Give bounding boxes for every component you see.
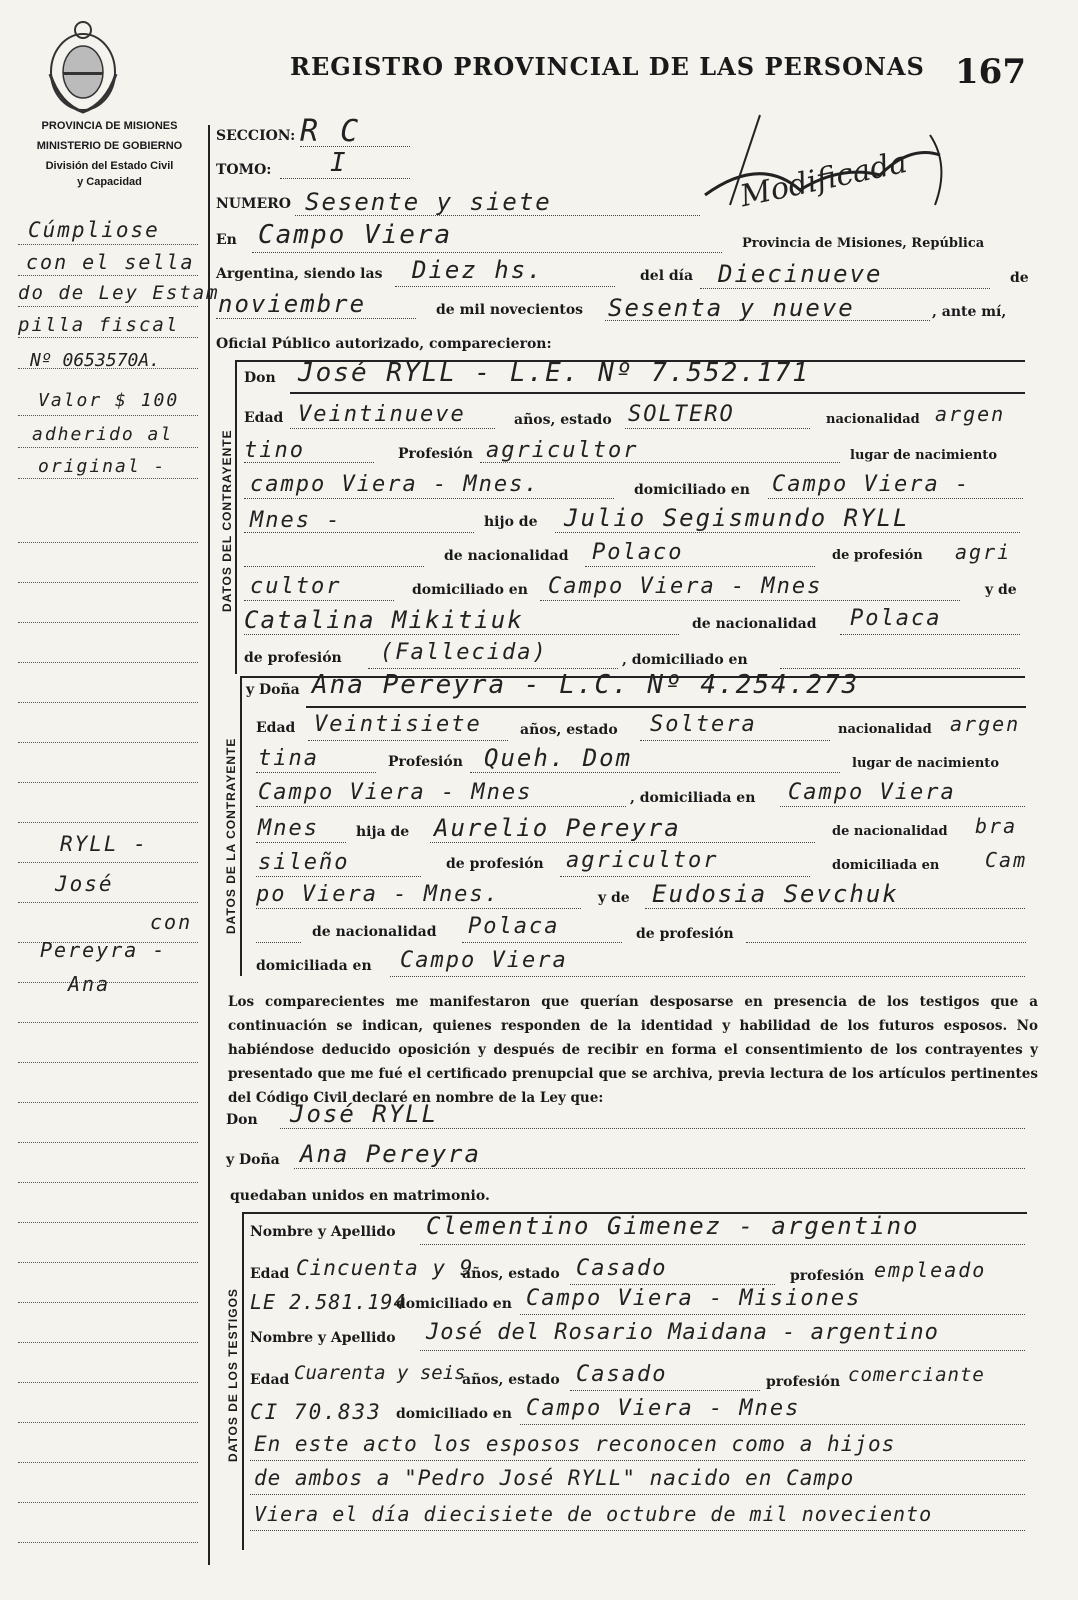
margin-name-line: Pereyra - xyxy=(40,938,167,962)
field-line xyxy=(250,1530,1025,1531)
madre-prof-value: (Fallecida) xyxy=(380,640,548,665)
margin-line xyxy=(18,275,198,276)
domiciliada-label: , domiciliada en xyxy=(630,790,756,806)
field-line xyxy=(462,942,622,943)
margin-name-line: Ana xyxy=(68,972,111,996)
edad-value: Veintinueve xyxy=(298,402,466,427)
y-de-label-2: y de xyxy=(598,890,630,906)
dia-value: Diecinueve xyxy=(718,260,883,288)
field-line xyxy=(256,772,376,773)
field-line xyxy=(768,498,1023,499)
margin-line xyxy=(18,1422,198,1423)
lugar-label-2: lugar de nacimiento xyxy=(852,756,999,771)
profesion-label: Profesión xyxy=(398,446,473,462)
margin-line xyxy=(18,1542,198,1543)
province-label: PROVINCIA DE MISIONES xyxy=(41,120,178,132)
edad-label-2: Edad xyxy=(256,720,296,736)
argentina-label: Argentina, siendo las xyxy=(216,266,383,282)
field-line xyxy=(244,634,679,635)
padre2-name: Aurelio Pereyra xyxy=(434,814,681,842)
madre2-dom-value: Campo Viera xyxy=(400,948,568,973)
field-line xyxy=(470,772,840,773)
margin-line xyxy=(18,1502,198,1503)
field-line xyxy=(280,1128,1025,1129)
de-prof-label: de profesión xyxy=(832,548,923,563)
t2-profesion-label: profesión xyxy=(766,1374,841,1390)
y-de-label: y de xyxy=(985,582,1017,598)
mes-value: noviembre xyxy=(218,290,367,318)
lugar-value-2: Campo Viera - Mnes xyxy=(258,780,533,805)
field-line xyxy=(780,668,1020,669)
padre2-nac-value: bra xyxy=(975,814,1018,838)
contrayente-name: José RYLL - L.E. Nº 7.552.171 xyxy=(298,358,810,388)
field-line xyxy=(250,1494,1025,1495)
tomo-label: TOMO: xyxy=(216,162,272,178)
tomo-value: I xyxy=(330,148,348,178)
t1-dom-value: Campo Viera - Misiones xyxy=(526,1286,862,1311)
margin-line xyxy=(18,1382,198,1383)
margin-note-line: pilla fiscal xyxy=(18,314,180,336)
profesion-value: agricultor xyxy=(486,438,639,463)
seccion-label: SECCION: xyxy=(216,128,296,144)
t2-dom-label: domiciliado en xyxy=(396,1406,512,1422)
field-line xyxy=(308,740,508,741)
margin-line xyxy=(18,244,198,245)
closing-note-line-2: de ambos a "Pedro José RYLL" nacido en Campo xyxy=(254,1466,855,1490)
name-rule-2 xyxy=(306,706,1026,708)
padre2-dom-value: Cam xyxy=(985,848,1028,872)
madre2-prof-label: de profesión xyxy=(636,926,734,942)
margin-line xyxy=(18,1022,198,1023)
madre2-nac-value: Polaca xyxy=(468,914,560,939)
margin-line xyxy=(18,447,198,448)
field-line xyxy=(256,806,626,807)
t1-doc-value: LE 2.581.194 xyxy=(250,1290,407,1314)
field-line xyxy=(244,566,424,567)
field-line xyxy=(290,428,495,429)
t2-estado-value: Casado xyxy=(576,1362,668,1387)
decl-don-label: Don xyxy=(226,1112,258,1128)
hora-value: Diez hs. xyxy=(412,256,544,284)
t2-doc-value: CI 70.833 xyxy=(250,1400,382,1424)
t2-edad-value: Cuarenta y seis xyxy=(294,1362,466,1384)
padre-nac-value: Polaco xyxy=(592,540,684,565)
ministry-label: MINISTERIO DE GOBIERNO xyxy=(36,140,183,152)
t2-nombre-label: Nombre y Apellido xyxy=(250,1330,396,1346)
field-line xyxy=(560,876,810,877)
decl-dona-value: Ana Pereyra xyxy=(300,1140,481,1168)
margin-line xyxy=(18,1142,198,1143)
margin-line xyxy=(18,1462,198,1463)
field-line xyxy=(244,462,374,463)
t1-estado-value: Casado xyxy=(576,1256,668,1281)
estado-value: SOLTERO xyxy=(628,402,735,427)
division-label-2: y Capacidad xyxy=(77,176,142,188)
t1-edad-label: Edad xyxy=(250,1266,290,1282)
nac-value-2: tino xyxy=(244,438,305,463)
seccion-line xyxy=(300,146,410,147)
field-line xyxy=(256,876,421,877)
t1-dom-label: domiciliado en xyxy=(396,1296,512,1312)
t2-prof-value: comerciante xyxy=(848,1364,985,1386)
t1-nombre-label: Nombre y Apellido xyxy=(250,1224,396,1240)
document-title: REGISTRO PROVINCIAL DE LAS PERSONAS xyxy=(290,52,925,81)
field-line xyxy=(625,428,810,429)
domicilio2-value: Campo Viera xyxy=(788,780,956,805)
madre-prof-label: de profesión xyxy=(244,650,342,666)
dona-label: y Doña xyxy=(246,682,300,698)
field-line xyxy=(640,740,830,741)
nac-value-1: argen xyxy=(935,402,1006,426)
contrayente-bracket xyxy=(235,360,237,674)
madre2-name: Eudosia Sevchuk xyxy=(652,880,899,908)
seccion-value: R C xyxy=(300,114,361,149)
contrayente2-name: Ana Pereyra - L.C. Nº 4.254.273 xyxy=(312,670,860,700)
hija-label: hija de xyxy=(356,824,410,840)
field-line xyxy=(746,942,1026,943)
field-line xyxy=(294,1168,1025,1169)
registrar-signature xyxy=(700,95,970,225)
padre-prof-value-2: cultor xyxy=(250,574,342,599)
signature-text: Modificada xyxy=(737,144,911,215)
oficial-label: Oficial Público autorizado, comparecieron: xyxy=(216,336,552,352)
numero-label: NUMERO xyxy=(216,196,292,212)
numero-line xyxy=(295,215,700,216)
margin-line xyxy=(18,1222,198,1223)
edad-label: Edad xyxy=(244,410,284,426)
margin-name-line: José xyxy=(55,872,114,896)
closing-note-line-1: En este acto los esposos reconocen como a hijos xyxy=(254,1432,896,1456)
t2-name: José del Rosario Maidana - argentino xyxy=(426,1320,939,1345)
edad-value-2: Veintisiete xyxy=(314,712,482,737)
margin-name-line: con xyxy=(150,910,193,934)
anio-value: Sesenta y nueve xyxy=(608,294,855,322)
field-line xyxy=(520,1314,1025,1315)
field-line xyxy=(520,1424,1025,1425)
t2-anios-label: años, estado xyxy=(462,1372,560,1388)
field-line xyxy=(256,908,581,909)
unidos-label: quedaban unidos en matrimonio. xyxy=(230,1188,490,1204)
field-line xyxy=(244,498,614,499)
margin-name-line: RYLL - xyxy=(60,832,148,856)
anios-label: años, estado xyxy=(514,412,612,428)
madre-name: Catalina Mikitiuk xyxy=(244,606,524,634)
margin-line xyxy=(18,1182,198,1183)
page-number: 167 xyxy=(955,52,1026,92)
lugar-value: campo Viera - Mnes. xyxy=(250,472,540,497)
madre2-dom-label: domiciliada en xyxy=(256,958,372,974)
padre2-nac-value-2: sileño xyxy=(258,850,350,875)
madre-dom-label: , domiciliado en xyxy=(622,652,748,668)
margin-line xyxy=(18,337,198,338)
margin-line xyxy=(18,742,198,743)
t1-prof-value: empleado xyxy=(874,1258,987,1282)
t1-name: Clementino Gimenez - argentino xyxy=(426,1212,920,1240)
domicilio-value-2: Mnes - xyxy=(250,508,342,533)
margin-line xyxy=(18,306,198,307)
margin-line xyxy=(18,782,198,783)
margin-line xyxy=(18,1342,198,1343)
margin-line xyxy=(18,1062,198,1063)
padre2-prof-value: agricultor xyxy=(566,848,719,873)
decl-don-value: José RYLL xyxy=(290,1100,439,1128)
nac2-value-1: argen xyxy=(950,712,1021,736)
hora-line xyxy=(395,286,615,287)
division-label: División del Estado Civil xyxy=(45,160,174,172)
margin-line xyxy=(18,702,198,703)
en-label: En xyxy=(216,232,237,248)
madre2-nac-label: de nacionalidad xyxy=(312,924,437,940)
nacionalidad-label: nacionalidad xyxy=(826,412,920,427)
hijo-label: hijo de xyxy=(484,514,538,530)
decl-dona-label: y Doña xyxy=(226,1152,280,1168)
closing-note-line-3: Viera el día diecisiete de octubre de mil noveciento xyxy=(254,1502,933,1526)
field-line xyxy=(390,976,1025,977)
dia-line xyxy=(700,288,990,289)
tomo-line xyxy=(280,178,410,179)
field-line xyxy=(780,806,1025,807)
de-nac-label-2: de nacionalidad xyxy=(832,824,948,839)
anios-label-2: años, estado xyxy=(520,722,618,738)
margin-line xyxy=(18,622,198,623)
madre-nac-value: Polaca xyxy=(850,606,942,631)
mil-label: de mil novecientos xyxy=(436,302,584,318)
margin-note-line: Valor $ 100 xyxy=(38,390,180,411)
domicilio2-value-2: Mnes xyxy=(258,816,319,841)
field-line xyxy=(570,1284,775,1285)
anio-line xyxy=(605,320,930,321)
field-line xyxy=(570,1390,760,1391)
field-line xyxy=(585,566,815,567)
field-line xyxy=(540,600,960,601)
de-label: de xyxy=(1010,270,1029,286)
field-line xyxy=(420,1244,1025,1245)
margin-line xyxy=(18,478,198,479)
field-line xyxy=(645,908,1025,909)
margin-note-line: con el sella xyxy=(26,250,195,274)
margin-line xyxy=(18,1302,198,1303)
domiciliado-label: domiciliado en xyxy=(634,482,750,498)
t2-edad-label: Edad xyxy=(250,1372,290,1388)
de-nac-label: de nacionalidad xyxy=(444,548,569,564)
t1-profesion-label: profesión xyxy=(790,1268,865,1284)
margin-line xyxy=(18,415,198,416)
padre-dom-value: Campo Viera - Mnes xyxy=(548,574,823,599)
t1-anios-label: años, estado xyxy=(462,1266,560,1282)
margin-note-line: adherido al xyxy=(32,424,174,445)
estado-value-2: Soltera xyxy=(650,712,757,737)
provincia-label: Provincia de Misiones, República xyxy=(742,236,985,251)
lugar-label: lugar de nacimiento xyxy=(850,448,997,463)
contrayente-section-label: DATOS DEL CONTRAYENTE xyxy=(220,429,234,612)
coat-of-arms-icon xyxy=(40,14,126,114)
field-line xyxy=(420,1350,1025,1351)
ante-mi-label: , ante mí, xyxy=(932,304,1007,320)
margin-line xyxy=(18,822,198,823)
de-prof-label-2: de profesión xyxy=(446,856,544,872)
t2-dom-value: Campo Viera - Mnes xyxy=(526,1396,801,1421)
declaration-text: Los comparecientes me manifestaron que querían desposarse en presencia de los testigos que a continuación se indican, quienes responden de la identidad y habilidad de los futuros esposos. No habiéndose deducido oposición y después de recibir en forma el consentimiento de los contrayentes y presentado que me fué el certificado prenupcial que se archiva, previa lectura de los artículos pertinentes del Código Civil declaré en nombre de la Ley que: xyxy=(228,994,1038,1106)
margin-note-line: do de Ley Estam xyxy=(18,282,220,304)
field-line xyxy=(368,668,618,669)
padre-dom-label: domiciliado en xyxy=(412,582,528,598)
field-line xyxy=(840,634,1020,635)
del-dia-label: del día xyxy=(640,268,694,284)
padre2-dom-label: domiciliada en xyxy=(832,858,940,873)
profesion-label-2: Profesión xyxy=(388,754,463,770)
margin-note-line: Nº 0653570A. xyxy=(30,350,161,371)
nac2-value-2: tina xyxy=(258,746,319,771)
en-value: Campo Viera xyxy=(258,220,453,250)
contrayente2-bracket xyxy=(240,676,242,976)
testigos-section-label: DATOS DE LOS TESTIGOS xyxy=(226,1288,240,1462)
contrayente2-section-label: DATOS DE LA CONTRAYENTE xyxy=(224,737,238,934)
field-line xyxy=(555,532,1020,533)
nacionalidad-label-2: nacionalidad xyxy=(838,722,932,737)
field-line xyxy=(480,462,840,463)
numero-value: Sesente y siete xyxy=(305,188,552,216)
margin-line xyxy=(18,542,198,543)
margin-note-line: original - xyxy=(38,456,167,477)
field-line xyxy=(250,1460,1025,1461)
field-line xyxy=(244,600,394,601)
margin-line xyxy=(18,862,198,863)
profesion-value-2: Queh. Dom xyxy=(484,744,633,772)
margin-line xyxy=(18,662,198,663)
margin-line xyxy=(18,1102,198,1103)
field-line xyxy=(430,842,815,843)
mes-line xyxy=(216,318,416,319)
field-line xyxy=(244,532,474,533)
testigos-bracket xyxy=(242,1212,244,1550)
margin-line xyxy=(18,902,198,903)
main-border-line xyxy=(208,125,210,1565)
padre-prof-value: agri xyxy=(955,540,1012,564)
name-rule xyxy=(290,392,1025,394)
en-line xyxy=(252,252,722,253)
margin-line xyxy=(18,1262,198,1263)
padre-name: Julio Segismundo RYLL xyxy=(564,504,910,532)
don-label: Don xyxy=(244,370,276,386)
padre2-dom-value-2: po Viera - Mnes. xyxy=(256,882,500,907)
madre-nac-label: de nacionalidad xyxy=(692,616,817,632)
margin-note-line: Cúmpliose xyxy=(28,218,160,242)
margin-line xyxy=(18,582,198,583)
field-line xyxy=(256,942,301,943)
t1-edad-value: Cincuenta y 9 xyxy=(296,1256,474,1280)
field-line xyxy=(256,842,346,843)
domicilio-value: Campo Viera - xyxy=(772,472,971,497)
